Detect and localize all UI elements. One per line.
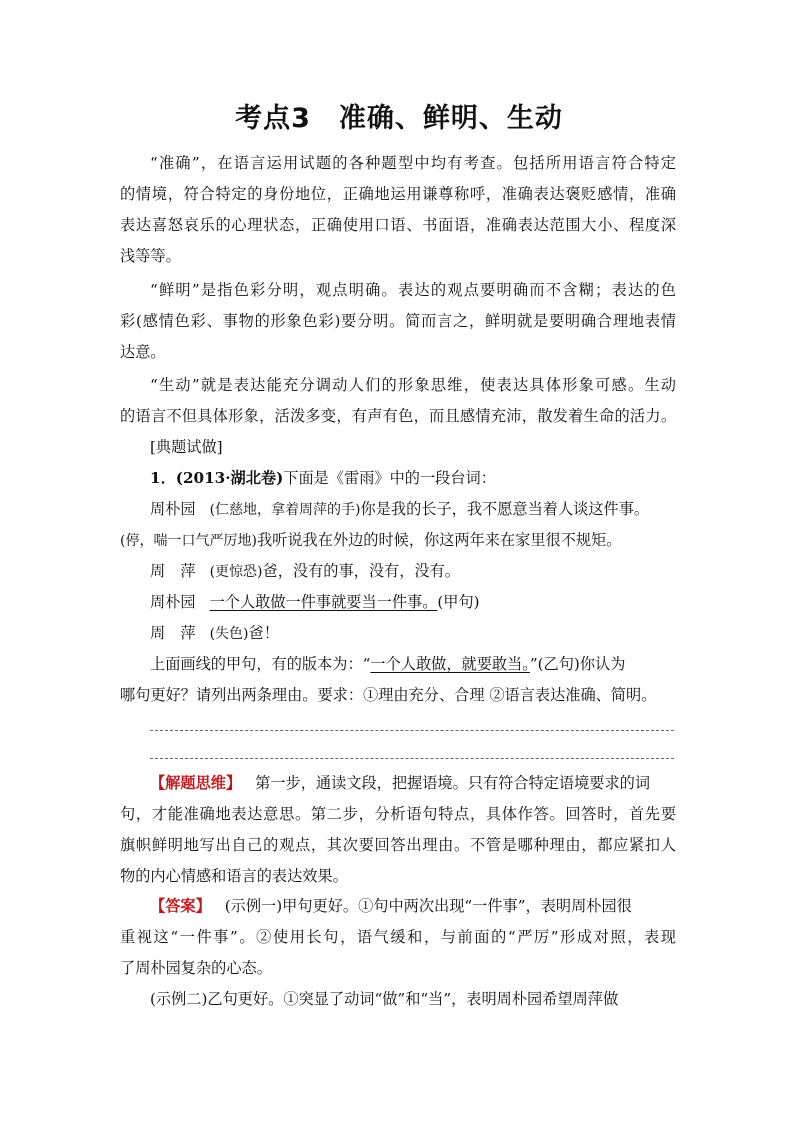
stage-direction: (更惊恐) <box>209 564 263 580</box>
question-prompt: 哪句更好？请列出两条理由。要求：①理由充分、合理 ②语言表达准确、简明。 <box>120 686 657 704</box>
intro-p1-line: 表达喜怒哀乐的心理状态，正确使用口语、书面语，准确表达范围大小、程度深 <box>120 216 676 234</box>
underlined-sentence-b: 一个人敢做，就要敢当。 <box>370 655 530 673</box>
sentence-tag: (甲句) <box>437 593 480 611</box>
intro-p2-line: 达意。 <box>120 343 166 361</box>
analysis-label: 【解题思维】 <box>150 774 242 792</box>
prompt-text: ”(乙句)你认为 <box>529 655 626 673</box>
dialogue-text: 我听说我在外边的时候，你这两年来在家里很不规矩。 <box>256 531 622 549</box>
speaker: 周朴园 <box>150 500 196 518</box>
answer-blank-line[interactable] <box>150 758 674 759</box>
dialogue-text: 爸，没有的事，没有，没有。 <box>262 562 460 580</box>
intro-p1-line: “准确”，在语言运用试题的各种题型中均有考查。包括所用语言符合特定 <box>150 154 676 172</box>
intro-p1-line: 的情境，符合特定的身份地位，正确地运用谦尊称呼，准确表达褒贬感情，准确 <box>120 185 676 203</box>
dialogue-line <box>150 623 676 644</box>
prompt-text: 上面画线的甲句，有的版本为：“ <box>150 655 371 673</box>
analysis-line: 句，才能准确地表达意思。第二步，分析语句特点，具体作答。回答时，首先要 <box>120 805 676 823</box>
analysis-line: 物的内心情感和语言的表达效果。 <box>120 867 348 885</box>
analysis-line <box>150 773 676 793</box>
question-stem <box>150 468 676 488</box>
speaker: 周 萍 <box>150 624 196 642</box>
title-text: 准确、鲜明、生动 <box>338 103 563 134</box>
stage-direction: (停，喘一口气严厉地) <box>120 533 257 549</box>
underlined-sentence-a: 一个人敢做一件事就要当一件事。 <box>209 593 438 611</box>
answer-text: (示例一)甲句更好。①句中两次出现“一件事”，表明周朴园很 <box>224 897 632 915</box>
dialogue-line <box>120 530 676 551</box>
answer-line: (示例二)乙句更好。①突显了动词“做”和“当”，表明周朴园希望周萍做 <box>150 990 619 1008</box>
intro-p2-line: “鲜明”是指色彩分明，观点明确。表达的观点要明确而不含糊；表达的色 <box>150 281 676 299</box>
page-title <box>0 96 794 135</box>
answer-label: 【答案】 <box>150 897 211 915</box>
intro-p1-line: 浅等等。 <box>120 247 181 265</box>
speaker: 周朴园 <box>150 593 196 611</box>
answer-blank-line[interactable] <box>150 730 674 731</box>
answer-line <box>150 896 676 916</box>
stage-direction: (仁慈地，拿着周萍的手) <box>209 502 361 518</box>
dialogue-text: 你是我的长子，我不愿意当着人谈这件事。 <box>360 500 650 518</box>
intro-p2-line: 彩(感情色彩、事物的形象色彩)要分明。简而言之，鲜明就是要明确合理地表情 <box>120 312 676 330</box>
analysis-text: 第一步，通读文段，把握语境。只有符合特定语境要求的词 <box>255 774 650 792</box>
dialogue-line <box>150 499 676 520</box>
question-prompt <box>150 654 676 674</box>
intro-p3-line: 的语言不但具体形象，活泼多变，有声有色，而且感情充沛，散发着生命的活力。 <box>120 407 676 425</box>
stage-direction: (失色) <box>209 626 249 642</box>
dialogue-line <box>150 561 676 582</box>
question-source: (2013·湖北卷) <box>175 469 284 487</box>
intro-p3-line: “生动”就是表达能充分调动人们的形象思维，使表达具体形象可感。生动 <box>150 376 676 394</box>
question-stem-text: 下面是《雷雨》中的一段台词： <box>283 469 496 487</box>
section-label: [典题试做] <box>150 438 223 456</box>
speaker: 周 萍 <box>150 562 196 580</box>
answer-line: 了周朴园复杂的心态。 <box>120 959 272 977</box>
title-prefix: 考点3 <box>235 103 311 134</box>
question-number: 1． <box>150 469 176 487</box>
dialogue-line <box>150 592 676 612</box>
analysis-line: 旗帜鲜明地写出自己的观点，其次要回答出理由。不管是哪种理由，都应紧扣人 <box>120 836 676 854</box>
answer-line: 重视这“一件事”。②使用长句，语气缓和，与前面的“严厉”形成对照，表现 <box>120 928 676 946</box>
dialogue-text: 爸！ <box>248 624 279 642</box>
